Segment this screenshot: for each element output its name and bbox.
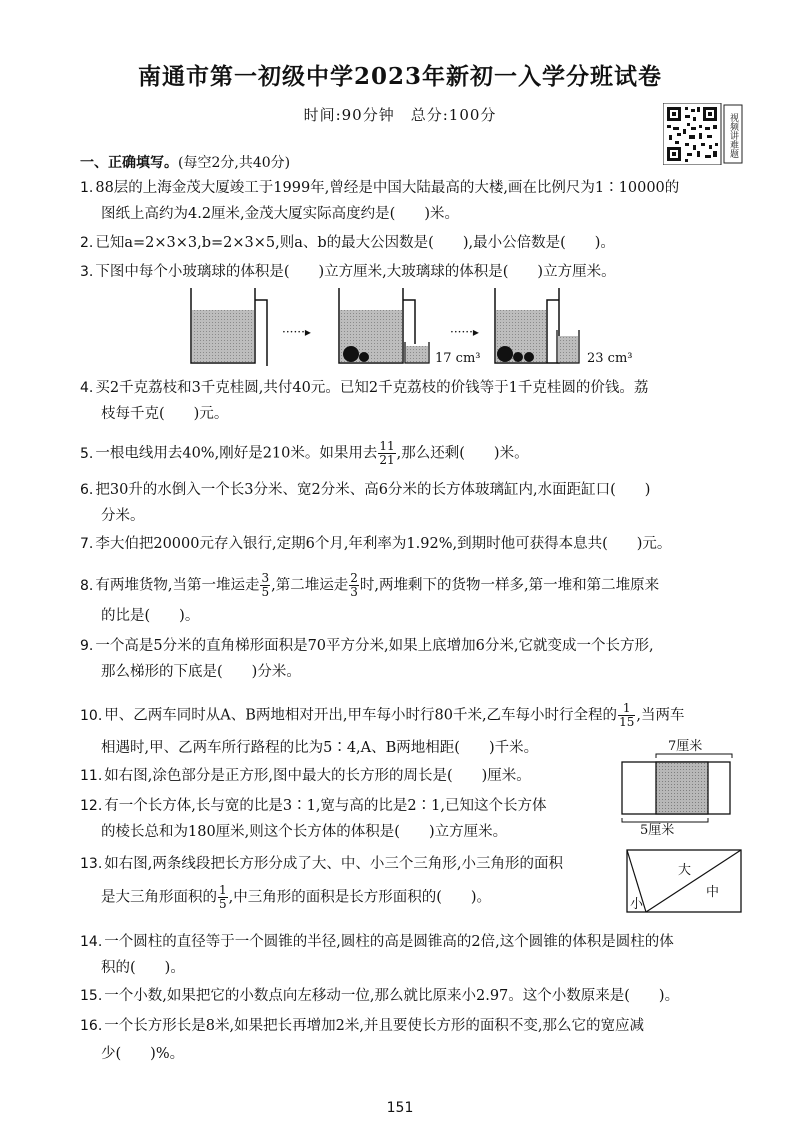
question-1 <box>80 178 679 198</box>
qr-code[interactable] <box>663 103 745 165</box>
big-triangle-label: 大 <box>678 863 692 878</box>
fraction: $\frac{1}{5}$ <box>219 883 227 911</box>
question-10 <box>80 702 684 729</box>
page-title: 南通市第一初级中学2023年新初一入学分班试卷 <box>137 63 662 90</box>
question-10-cont: 相遇时,甲、乙两车所行路程的比为5∶4,A、B两地相距( )千米。 <box>101 740 539 756</box>
question-text-end: ,中三角形的面积是长方形面积的( )。 <box>228 889 492 906</box>
question-text: 一个小数,如果把它的小数点向左移动一位,那么就比原来小2.97。这个小数原来是( )。 <box>104 988 680 1004</box>
question-text: 有一个长方体,长与宽的比是3∶1,宽与高的比是2∶1,已知这个长方体 <box>104 798 547 814</box>
shaded-square <box>656 762 708 814</box>
question-text-mid: ,第二堆运走 <box>271 577 349 594</box>
rectangle <box>627 850 741 912</box>
section-heading <box>80 152 290 172</box>
question-13 <box>80 854 563 874</box>
question-number: 10. <box>80 707 103 724</box>
question-14 <box>80 932 674 952</box>
question-text: 一个圆柱的直径等于一个圆锥的半径,圆柱的高是圆锥高的2倍,这个圆锥的体积是圆柱的体 <box>104 934 674 950</box>
question-text-end: 时,两堆剩下的货物一样多,第一堆和第二堆原来 <box>359 577 660 594</box>
question-text: 88层的上海金茂大厦竣工于1999年,曾经是中国大陆最高的大楼,画在比例尺为1∶10000的 <box>95 180 680 196</box>
fraction: $\frac{1}{15}$ <box>619 701 635 729</box>
question-text: 如右图,两条线段把长方形分成了大、中、小三个三角形,小三角形的面积 <box>104 856 563 872</box>
question-text: 是大三角形面积的 <box>101 889 217 906</box>
fraction-1: $\frac{3}{5}$ <box>261 571 270 599</box>
question-number: 6. <box>80 482 94 498</box>
question-3 <box>80 262 616 282</box>
question-number: 4. <box>80 380 94 396</box>
question-2 <box>80 233 615 253</box>
question-text-end: ,当两车 <box>636 707 685 724</box>
question-5 <box>80 440 529 467</box>
question-6 <box>80 480 650 500</box>
question-8 <box>80 572 659 599</box>
question-4 <box>80 378 648 398</box>
question-text: 有两堆货物,当第一堆运走 <box>95 577 260 594</box>
fraction-2: $\frac{2}{3}$ <box>350 571 358 599</box>
small-triangle-label: 小 <box>630 897 644 912</box>
question-11 <box>80 766 531 786</box>
question-text: 甲、乙两车同时从A、B两地相对开出,甲车每小时行80千米,乙车每小时行全程的 <box>104 707 618 724</box>
question-text: 李大伯把20000元存入银行,定期6个月,年利率为1.92%,到期时他可获得本息共( )元。 <box>95 536 672 552</box>
question-number: 8. <box>80 577 94 594</box>
question-number: 9. <box>80 638 94 654</box>
question-number: 12. <box>80 798 103 814</box>
question-1-cont: 图纸上高约为4.2厘米,金茂大厦实际高度约是( )米。 <box>101 206 459 222</box>
question-text: 把30升的水倒入一个长3分米、宽2分米、高6分米的长方体玻璃缸内,水面距缸口( ) <box>95 482 651 498</box>
top-length-label: 7厘米 <box>668 739 703 754</box>
question-number: 14. <box>80 934 103 950</box>
question-9-cont: 那么梯形的下底是( )分米。 <box>101 664 301 680</box>
exam-time-score: 时间:90分钟 总分:100分 <box>303 106 497 124</box>
arrow-2: ······▸ <box>450 325 479 339</box>
overflow-label-1: 17 cm³ <box>435 351 481 366</box>
question-number: 1. <box>80 180 94 196</box>
question-7 <box>80 534 671 554</box>
question-text: 已知a=2×3×3,b=2×3×5,则a、b的最大公因数是( ),最小公倍数是( )。 <box>95 235 615 251</box>
fraction: $\frac{11}{21}$ <box>379 439 395 467</box>
section-note: (每空2分,共40分) <box>178 155 291 171</box>
question-number: 7. <box>80 536 94 552</box>
question-text: 一个高是5分米的直角梯形面积是70平方分米,如果上底增加6分米,它就变成一个长方形, <box>95 638 654 654</box>
beaker-3 <box>495 288 633 366</box>
bottom-length-label: 5厘米 <box>640 823 675 836</box>
beaker-figure <box>185 286 655 366</box>
question-number: 13. <box>80 856 103 872</box>
question-number: 3. <box>80 264 94 280</box>
question-number: 2. <box>80 235 94 251</box>
rectangle-square-figure <box>620 736 740 836</box>
question-text: 如右图,涂色部分是正方形,图中最大的长方形的周长是( )厘米。 <box>104 768 531 784</box>
section-title: 一、正确填写。 <box>80 155 178 171</box>
overflow-label-2: 23 cm³ <box>587 351 633 366</box>
arrow-1: ······▸ <box>282 325 311 339</box>
question-8-cont: 的比是( )。 <box>101 608 200 624</box>
question-number: 15. <box>80 988 103 1004</box>
question-number: 16. <box>80 1018 103 1034</box>
question-9 <box>80 636 654 656</box>
question-6-cont: 分米。 <box>101 508 145 524</box>
triangle-division-figure <box>626 848 744 916</box>
question-14-cont: 积的( )。 <box>101 960 185 976</box>
large-glass-ball <box>343 346 359 362</box>
question-text-end: ,那么还剩( )米。 <box>396 445 529 462</box>
question-12 <box>80 796 547 816</box>
middle-triangle-label: 中 <box>706 885 720 900</box>
qr-caption: 视频讲难题 <box>728 113 738 158</box>
question-16 <box>80 1016 644 1036</box>
question-text: 一根电线用去40%,刚好是210米。如果用去 <box>95 445 378 462</box>
question-16-cont: 少( )%。 <box>101 1046 185 1062</box>
question-number: 11. <box>80 768 103 784</box>
question-number: 5. <box>80 445 94 462</box>
question-text: 一个长方形长是8米,如果把长再增加2米,并且要使长方形的面积不变,那么它的宽应减 <box>104 1018 645 1034</box>
question-text: 下图中每个小玻璃球的体积是( )立方厘米,大玻璃球的体积是( )立方厘米。 <box>95 264 616 280</box>
question-15 <box>80 986 679 1006</box>
beaker-1 <box>191 288 267 366</box>
question-12-cont: 的棱长总和为180厘米,则这个长方体的体积是( )立方厘米。 <box>101 824 508 840</box>
small-glass-ball <box>359 352 369 362</box>
question-text: 买2千克荔枝和3千克桂圆,共付40元。已知2千克荔枝的价钱等于1千克桂圆的价钱。荔 <box>95 380 649 396</box>
page-number: 151 <box>386 1100 414 1116</box>
question-4-cont: 枝每千克( )元。 <box>101 406 229 422</box>
question-13-cont <box>101 884 491 911</box>
